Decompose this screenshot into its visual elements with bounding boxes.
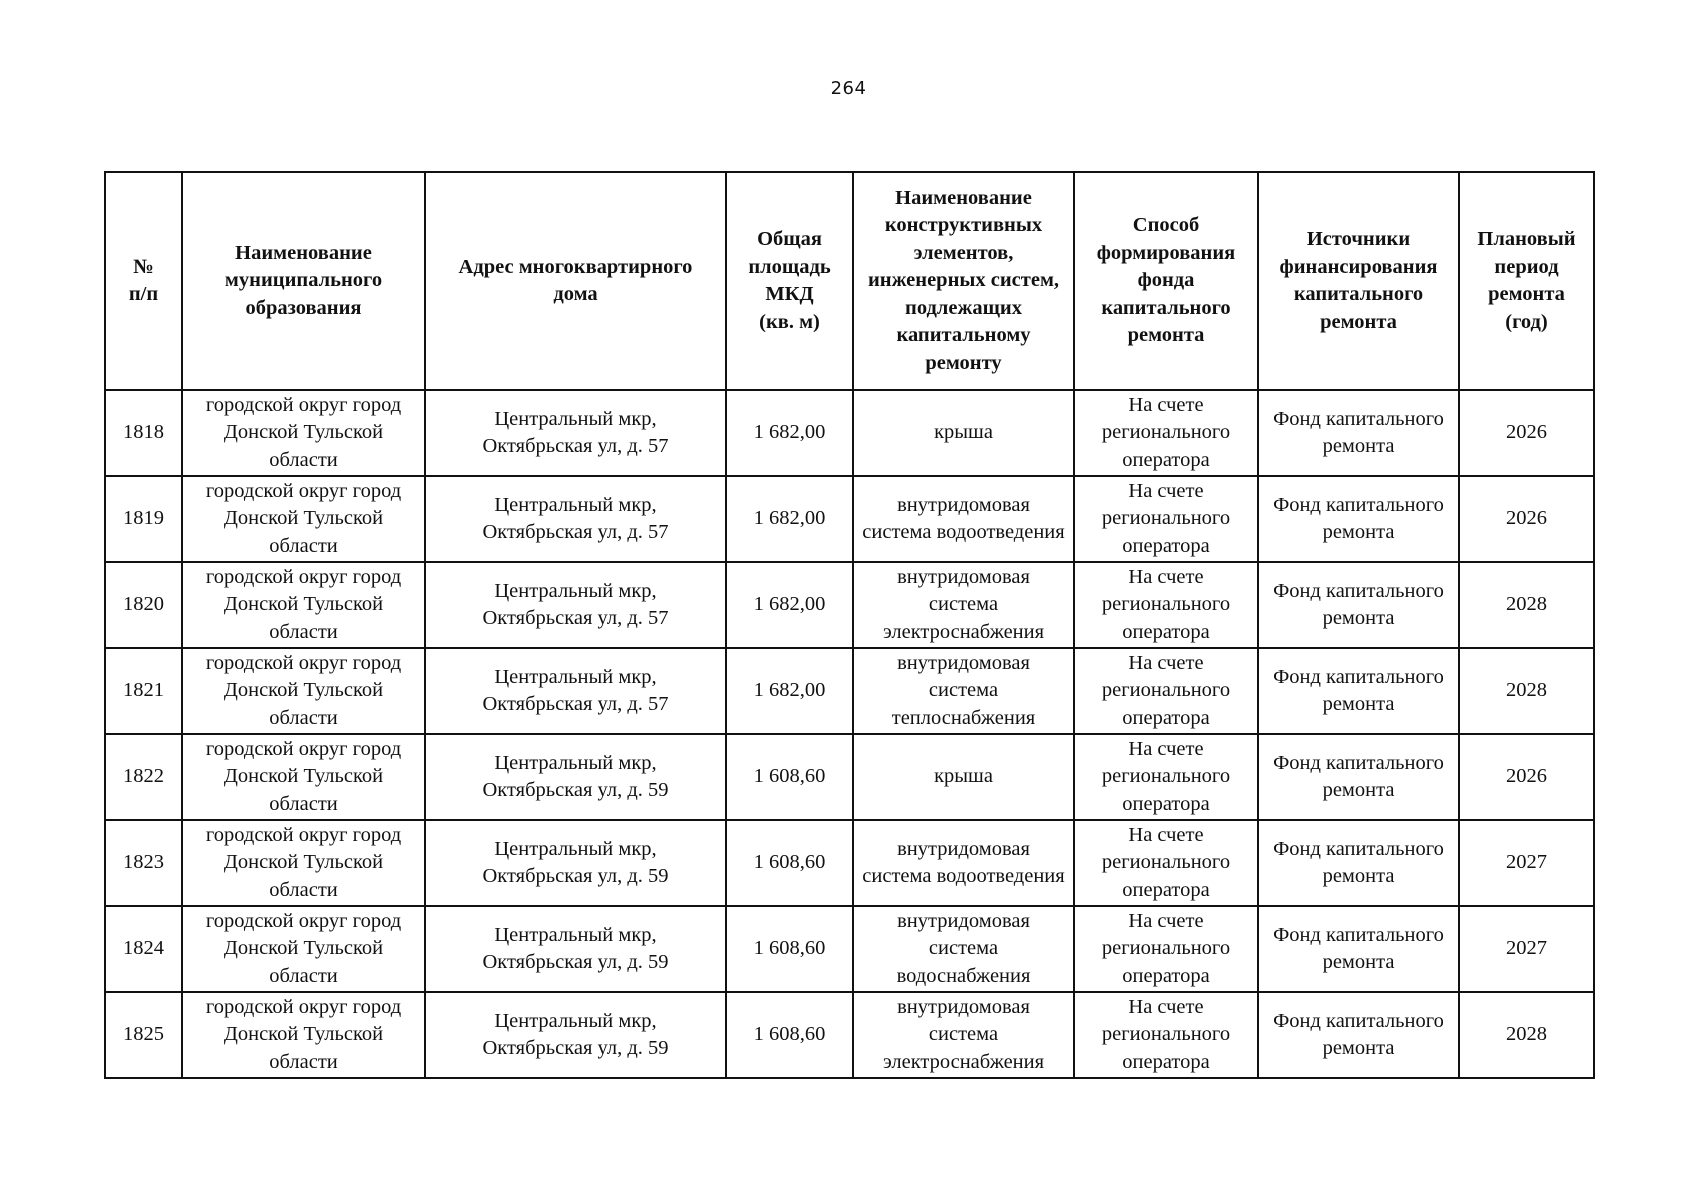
cell-financing: Фонд капитального ремонта — [1258, 734, 1459, 820]
cell-fund-method: На счете регионального оператора — [1074, 648, 1258, 734]
table-row — [105, 734, 1594, 820]
cell-number: 1819 — [105, 476, 182, 562]
table-row — [105, 390, 1594, 476]
cell-municipality: городской округ город Донской Тульской области — [182, 820, 425, 906]
header-number: № п/п — [105, 172, 182, 390]
cell-municipality: городской округ город Донской Тульской области — [182, 906, 425, 992]
cell-municipality: городской округ город Донской Тульской области — [182, 390, 425, 476]
cell-period: 2027 — [1459, 906, 1594, 992]
cell-element: крыша — [853, 390, 1074, 476]
header-fund-method: Способ формирования фонда капитального ремонта — [1074, 172, 1258, 390]
cell-financing: Фонд капитального ремонта — [1258, 906, 1459, 992]
cell-address: Центральный мкр, Октябрьская ул, д. 59 — [425, 820, 726, 906]
cell-element: внутридомовая система водоотведения — [853, 476, 1074, 562]
cell-municipality: городской округ город Донской Тульской области — [182, 562, 425, 648]
cell-area: 1 608,60 — [726, 906, 853, 992]
cell-fund-method: На счете регионального оператора — [1074, 734, 1258, 820]
cell-number: 1820 — [105, 562, 182, 648]
header-elements: Наименование конструктивных элементов, инженерных систем, подлежащих капитальному ремонту — [853, 172, 1074, 390]
cell-municipality: городской округ город Донской Тульской области — [182, 648, 425, 734]
table-row — [105, 476, 1594, 562]
table-row — [105, 648, 1594, 734]
cell-address: Центральный мкр, Октябрьская ул, д. 57 — [425, 562, 726, 648]
cell-element: внутридомовая система электроснабжения — [853, 562, 1074, 648]
cell-element: крыша — [853, 734, 1074, 820]
cell-address: Центральный мкр, Октябрьская ул, д. 57 — [425, 390, 726, 476]
cell-financing: Фонд капитального ремонта — [1258, 820, 1459, 906]
cell-period: 2028 — [1459, 992, 1594, 1078]
cell-element: внутридомовая система теплоснабжения — [853, 648, 1074, 734]
cell-area: 1 682,00 — [726, 562, 853, 648]
header-address: Адрес многоквартирного дома — [425, 172, 726, 390]
cell-period: 2026 — [1459, 390, 1594, 476]
table-header-row — [105, 172, 1594, 390]
cell-area: 1 608,60 — [726, 992, 853, 1078]
cell-number: 1821 — [105, 648, 182, 734]
cell-financing: Фонд капитального ремонта — [1258, 992, 1459, 1078]
cell-municipality: городской округ город Донской Тульской области — [182, 992, 425, 1078]
table-row — [105, 820, 1594, 906]
table-body — [105, 390, 1594, 1078]
cell-number: 1823 — [105, 820, 182, 906]
cell-financing: Фонд капитального ремонта — [1258, 562, 1459, 648]
header-financing: Источники финансирования капитального ремонта — [1258, 172, 1459, 390]
header-municipality: Наименование муниципального образования — [182, 172, 425, 390]
page-number: 264 — [830, 78, 867, 99]
table-row — [105, 992, 1594, 1078]
cell-number: 1822 — [105, 734, 182, 820]
cell-number: 1818 — [105, 390, 182, 476]
cell-financing: Фонд капитального ремонта — [1258, 476, 1459, 562]
cell-financing: Фонд капитального ремонта — [1258, 648, 1459, 734]
cell-area: 1 682,00 — [726, 390, 853, 476]
cell-period: 2026 — [1459, 476, 1594, 562]
cell-element: внутридомовая система водоснабжения — [853, 906, 1074, 992]
cell-area: 1 682,00 — [726, 648, 853, 734]
cell-municipality: городской округ город Донской Тульской области — [182, 476, 425, 562]
table-row — [105, 562, 1594, 648]
cell-period: 2028 — [1459, 648, 1594, 734]
cell-number: 1824 — [105, 906, 182, 992]
cell-area: 1 608,60 — [726, 734, 853, 820]
cell-address: Центральный мкр, Октябрьская ул, д. 59 — [425, 734, 726, 820]
cell-fund-method: На счете регионального оператора — [1074, 992, 1258, 1078]
repair-plan-table — [104, 171, 1595, 1079]
cell-period: 2027 — [1459, 820, 1594, 906]
header-period: Плановый период ремонта (год) — [1459, 172, 1594, 390]
header-area: Общая площадь МКД (кв. м) — [726, 172, 853, 390]
cell-number: 1825 — [105, 992, 182, 1078]
cell-area: 1 608,60 — [726, 820, 853, 906]
cell-address: Центральный мкр, Октябрьская ул, д. 59 — [425, 906, 726, 992]
cell-address: Центральный мкр, Октябрьская ул, д. 59 — [425, 992, 726, 1078]
cell-address: Центральный мкр, Октябрьская ул, д. 57 — [425, 476, 726, 562]
cell-fund-method: На счете регионального оператора — [1074, 906, 1258, 992]
cell-area: 1 682,00 — [726, 476, 853, 562]
cell-period: 2028 — [1459, 562, 1594, 648]
cell-period: 2026 — [1459, 734, 1594, 820]
cell-element: внутридомовая система водоотведения — [853, 820, 1074, 906]
cell-address: Центральный мкр, Октябрьская ул, д. 57 — [425, 648, 726, 734]
cell-fund-method: На счете регионального оператора — [1074, 390, 1258, 476]
cell-fund-method: На счете регионального оператора — [1074, 476, 1258, 562]
cell-municipality: городской округ город Донской Тульской области — [182, 734, 425, 820]
table-row — [105, 906, 1594, 992]
cell-element: внутридомовая система электроснабжения — [853, 992, 1074, 1078]
cell-fund-method: На счете регионального оператора — [1074, 562, 1258, 648]
cell-financing: Фонд капитального ремонта — [1258, 390, 1459, 476]
cell-fund-method: На счете регионального оператора — [1074, 820, 1258, 906]
